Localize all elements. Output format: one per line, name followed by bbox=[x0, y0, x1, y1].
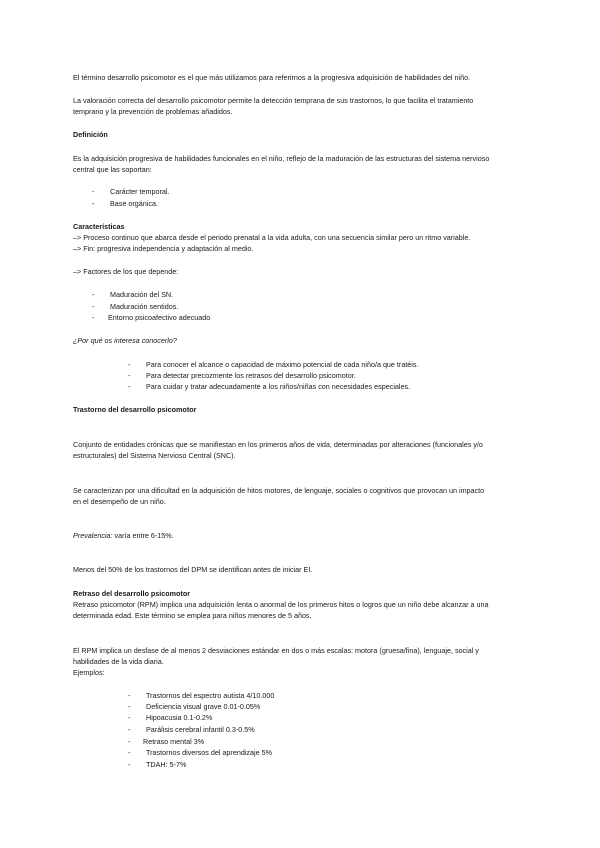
prevalencia-value: varía entre 6-15%. bbox=[112, 531, 174, 540]
caracteristicas-line-1: –> Proceso continuo que abarca desde el periodo prenatal a la vida adulta, con una secuencia similar pero un ritmo variable. bbox=[73, 233, 471, 242]
ejemplo-item-1: Trastornos del espectro autista 4/10.000 bbox=[146, 691, 275, 700]
trastorno-p1-line-2: estructurales) del Sistema Nervioso Central (SNC). bbox=[73, 451, 236, 460]
ejemplo-item-4: Parálisis cerebral infantil 0.3-0.5% bbox=[146, 725, 255, 734]
definicion-item-1: Carácter temporal. bbox=[110, 187, 170, 196]
definicion-line-2: central que las soportan: bbox=[73, 165, 152, 174]
prevalencia-label: Prevalencia: bbox=[73, 531, 113, 540]
bullet-dash: - bbox=[128, 702, 131, 711]
bullet-dash: - bbox=[128, 748, 131, 757]
intro-paragraph-2-line-2: temprano y la prevención de problemas añadidos. bbox=[73, 107, 233, 116]
caracteristicas-line-3: –> Factores de los que depende: bbox=[73, 267, 179, 276]
bullet-dash: - bbox=[128, 382, 131, 391]
caracteristicas-line-2: –> Fin: progresiva independencia y adaptación al medio. bbox=[73, 244, 254, 253]
trastorno-p3: Menos del 50% de los trastornos del DPM se identifican antes de iniciar EI. bbox=[73, 565, 313, 574]
interes-item-3: Para cuidar y tratar adecuadamente a los niños/niñas con necesidades especiales. bbox=[146, 382, 411, 391]
trastorno-p1-line-1: Conjunto de entidades crónicas que se manifiestan en los primeros años de vida, determinadas por alteraciones (funcionales y/o bbox=[73, 440, 483, 449]
trastorno-p2-line-1: Se caracterizan por una dificultad en la adquisición de hitos motores, de lenguaje, sociales o cognitivos que provocan un impacto bbox=[73, 486, 485, 495]
retraso-p2-line-1: El RPM implica un desfase de al menos 2 desviaciones estándar en dos o más escalas: motora (gruesa/fina), lenguaje, social y bbox=[73, 646, 479, 655]
retraso-p1-line-2: determinada edad. Este término se emplea para niños menores de 5 años. bbox=[73, 611, 312, 620]
interes-item-1: Para conocer el alcance o capacidad de máximo potencial de cada niño/a que tratéis. bbox=[146, 360, 419, 369]
bullet-dash: - bbox=[128, 713, 131, 722]
bullet-dash: - bbox=[128, 691, 131, 700]
ejemplo-item-5: Retraso mental 3% bbox=[143, 737, 205, 746]
definicion-item-2: Base orgánica. bbox=[110, 199, 158, 208]
bullet-dash: - bbox=[92, 313, 95, 322]
definicion-heading: Definición bbox=[73, 130, 108, 139]
ejemplo-item-3: Hipoacusia 0.1-0.2% bbox=[146, 713, 213, 722]
bullet-dash: - bbox=[92, 199, 95, 208]
bullet-dash: - bbox=[128, 360, 131, 369]
factor-item-3: Entorno psicoafectivo adecuado bbox=[108, 313, 211, 322]
bullet-dash: - bbox=[128, 760, 131, 769]
bullet-dash: - bbox=[92, 187, 95, 196]
bullet-dash: - bbox=[128, 737, 131, 746]
factor-item-2: Maduración sentidos. bbox=[110, 302, 179, 311]
prevalencia-line bbox=[73, 531, 174, 542]
bullet-dash: - bbox=[128, 725, 131, 734]
intro-paragraph-1: El término desarrollo psicomotor es el que más utilizamos para referirnos a la progresiva adquisición de habilidades del niño. bbox=[73, 73, 471, 82]
caracteristicas-heading: Características bbox=[73, 222, 125, 231]
ejemplo-item-6: Trastornos diversos del aprendizaje 5% bbox=[146, 748, 272, 757]
trastorno-heading: Trastorno del desarrollo psicomotor bbox=[73, 405, 197, 414]
ejemplo-item-7: TDAH: 5-7% bbox=[146, 760, 187, 769]
retraso-heading: Retraso del desarrollo psicomotor bbox=[73, 589, 191, 598]
interes-question: ¿Por qué os interesa conocerlo? bbox=[73, 336, 177, 345]
bullet-dash: - bbox=[92, 290, 95, 299]
factor-item-1: Maduración del SN. bbox=[110, 290, 174, 299]
ejemplos-label: Ejemplos: bbox=[73, 668, 105, 677]
retraso-p2-line-2: habilidades de la vida diaria. bbox=[73, 657, 164, 666]
ejemplo-item-2: Deficiencia visual grave 0.01-0.05% bbox=[146, 702, 261, 711]
bullet-dash: - bbox=[128, 371, 131, 380]
intro-paragraph-2-line-1: La valoración correcta del desarrollo psicomotor permite la detección temprana de sus trastornos, lo que facilita el tratamiento bbox=[73, 96, 474, 105]
retraso-p1-line-1: Retraso psicomotor (RPM) implica una adquisición lenta o anormal de los primeros hitos o logros que un niño debe alcanzar a una bbox=[73, 600, 489, 609]
definicion-line-1: Es la adquisición progresiva de habilidades funcionales en el niño, reflejo de la maduración de las estructuras del sistema nervioso bbox=[73, 154, 490, 163]
trastorno-p2-line-2: en el desempeño de un niño. bbox=[73, 497, 166, 506]
bullet-dash: - bbox=[92, 302, 95, 311]
interes-item-2: Para detectar precozmente los retrasos del desarrollo psicomotor. bbox=[146, 371, 356, 380]
